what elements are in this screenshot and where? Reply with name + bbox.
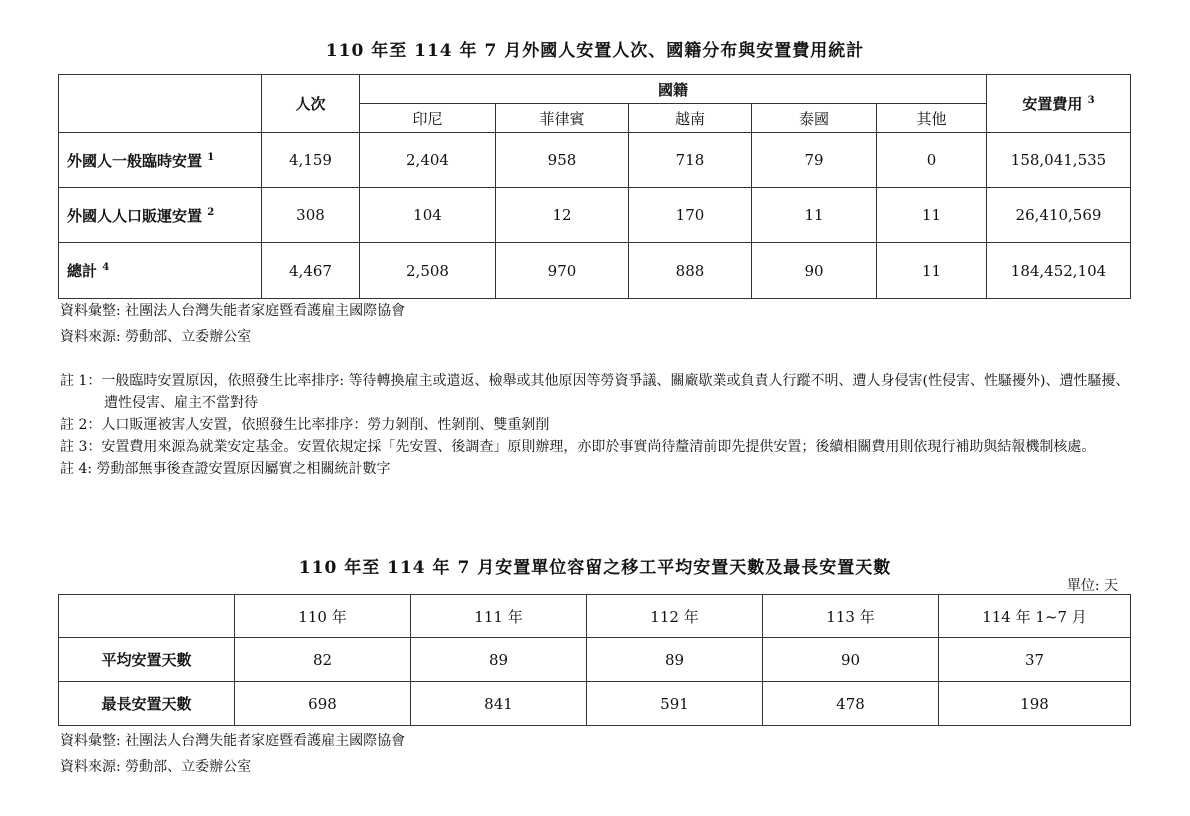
footnote: 註 4: 勞動部無事後查證安置原因屬實之相關統計數字 [60, 461, 391, 477]
cell-value: 82 [235, 638, 411, 682]
cell-count: 308 [262, 188, 360, 243]
cell-value: 198 [939, 682, 1131, 726]
row-label: 平均安置天數 [59, 638, 235, 682]
placement-statistics-table [58, 74, 1131, 299]
header-year: 111 年 [411, 595, 587, 638]
cell-value: 12 [496, 188, 629, 243]
cell-value: 90 [763, 638, 939, 682]
cell-value: 89 [587, 638, 763, 682]
source-text: 資料來源: 勞動部、立委辦公室 [60, 329, 252, 345]
source-text: 資料來源: 勞動部、立委辦公室 [60, 759, 252, 775]
cell-cost: 184,452,104 [987, 243, 1131, 299]
table-row [59, 243, 1131, 299]
row-label: 最長安置天數 [59, 682, 235, 726]
cell-value: 89 [411, 638, 587, 682]
cell-count: 4,159 [262, 133, 360, 188]
cell-value: 698 [235, 682, 411, 726]
cell-value: 11 [877, 188, 987, 243]
cell-value: 478 [763, 682, 939, 726]
unit-label: 單位: 天 [1066, 578, 1118, 594]
corner-cell [59, 595, 235, 638]
row-label: 外國人一般臨時安置 $^1$ [59, 133, 262, 188]
cell-value: 37 [939, 638, 1131, 682]
header-cost: 安置費用 $^3$ [987, 75, 1131, 133]
cell-value: 11 [877, 243, 987, 299]
cell-value: 0 [877, 133, 987, 188]
footnote: 註 3：安置費用來源為就業安定基金。安置依規定採「先安置、後調查」原則辦理，亦即於事實尚待釐清前即先提供安置；後續相關費用則依現行補助與結報機制核處。 [60, 439, 1096, 455]
cell-value: 958 [496, 133, 629, 188]
header-year: 114 年 1~7 月 [939, 595, 1131, 638]
cell-value: 104 [360, 188, 496, 243]
cell-value: 841 [411, 682, 587, 726]
cell-value: 591 [587, 682, 763, 726]
cell-value: 79 [752, 133, 877, 188]
table1-title: 110 年至 114 年 7 月外國人安置人次、國籍分布與安置費用統計 [325, 41, 865, 61]
header-nationality-thailand: 泰國 [752, 104, 877, 133]
corner-cell [59, 75, 262, 133]
header-nationality-vietnam: 越南 [629, 104, 752, 133]
cell-cost: 158,041,535 [987, 133, 1131, 188]
cell-value: 2,508 [360, 243, 496, 299]
compiled-by-text: 資料彙整: 社團法人台灣失能者家庭暨看護雇主國際協會 [60, 733, 406, 749]
header-count: 人次 [262, 75, 360, 133]
placement-days-table [58, 594, 1131, 726]
cell-value: 970 [496, 243, 629, 299]
header-nationality-other: 其他 [877, 104, 987, 133]
header-nationality: 國籍 [360, 75, 987, 104]
cell-value: 718 [629, 133, 752, 188]
header-year: 113 年 [763, 595, 939, 638]
cell-value: 170 [629, 188, 752, 243]
table-row [59, 188, 1131, 243]
cell-value: 888 [629, 243, 752, 299]
notes-block [60, 370, 1130, 480]
footnote: 註 1：一般臨時安置原因，依照發生比率排序: 等待轉換雇主或遣返、檢舉或其他原因等勞資爭議、關廠歇業或負責人行蹤不明、遭人身侵害(性侵害、性騷擾外)、遭性騷擾、遭性侵害、雇主不當對待 [60, 373, 1130, 411]
cell-value: 2,404 [360, 133, 496, 188]
cell-cost: 26,410,569 [987, 188, 1131, 243]
table2-title: 110 年至 114 年 7 月安置單位容留之移工平均安置天數及最長安置天數 [298, 558, 892, 578]
header-nationality-philippines: 菲律賓 [496, 104, 629, 133]
cell-count: 4,467 [262, 243, 360, 299]
table-row [59, 638, 1131, 682]
header-year: 112 年 [587, 595, 763, 638]
header-nationality-indonesia: 印尼 [360, 104, 496, 133]
header-year: 110 年 [235, 595, 411, 638]
row-label: 總計 $^4$ [59, 243, 262, 299]
compiled-by-text: 資料彙整: 社團法人台灣失能者家庭暨看護雇主國際協會 [60, 303, 406, 319]
table-row [59, 133, 1131, 188]
cell-value: 11 [752, 188, 877, 243]
row-label: 外國人人口販運安置 $^2$ [59, 188, 262, 243]
footnote: 註 2：人口販運被害人安置，依照發生比率排序：勞力剝削、性剝削、雙重剝削 [60, 417, 550, 433]
cell-value: 90 [752, 243, 877, 299]
table-row [59, 682, 1131, 726]
